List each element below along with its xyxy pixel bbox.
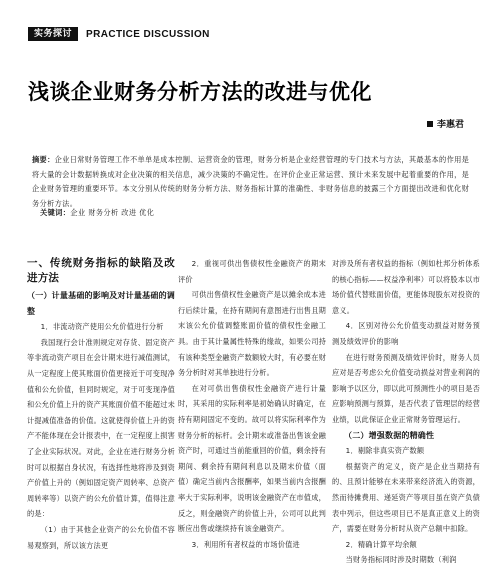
section-tag: 实务探讨 xyxy=(28,27,78,41)
paragraph: 4．区别对待公允价值变动损益对财务预测及绩效评价的影响 xyxy=(332,321,480,346)
paragraph: 可供出售债权性金融资产是以摊余成本进行后续计量，在持有期间有意图进行出售且期末该公允价值调整账面价值的债权性金融工具。由于其计量属性特殊的缘故，如果公司持有该种类型金融资产数额较大时，有必要在财务分析时对其单独进行分析。 xyxy=(178,290,326,378)
paragraph: 当财务指标同时涉及时期数（利润 xyxy=(345,555,457,565)
section-heading-1: 一、传统财务指标的缺陷及改进方法 xyxy=(27,257,175,284)
abstract xyxy=(32,153,470,211)
paragraph: 3．利用所有者权益的市场价值进 xyxy=(191,539,300,549)
paragraph: 在对可供出售债权性金融资产进行计量时，其采用的实际利率是初始确认时确定，在持有期间固定不变的。故可以将实际利率作为财务分析的标杆。会计期末或准备出售该金融资产时，可通过当前能重回的价值，剩余持有期间、剩余持有期间利息以及期末价值（面值）确定当前内含报酬率，如果当前内含报酬率大于实际利率，说明该金融资产在市值成，反之，则金融资产的价值上升，公司可以此判断应出售或继续持有该金融资产。 xyxy=(178,383,326,534)
body-column-1 xyxy=(27,256,175,553)
paragraph: 2．重视可供出售债权性金融资产的期末评价 xyxy=(178,259,326,284)
paragraph: 在进行财务预测及绩效评价时，财务人员应对是否考虑公允价值变动损益对营业利润的影响予以区分，即以此可预测性小的项目是否应影响预测与预算，是否代表了管理层的经营业绩，以此保证企业正常财务管理运行。 xyxy=(332,352,480,424)
keywords-text: 企业 财务分析 改进 优化 xyxy=(70,208,155,217)
body-column-3 xyxy=(332,256,480,568)
section-english-label: PRACTICE DISCUSSION xyxy=(86,28,210,40)
author-name: 李惠君 xyxy=(436,120,464,130)
paragraph: 我国现行会计准则规定对存货、固定资产等非流动资产项目在会计期末进行减值测试，从一定程度上使其账面价值更接近于可变现净值和公允价值，但同时规定，对于可变现净值和公允价值上升的资产其账面价值不能超过未计提减值准备的价值。这就使得价值上升的资产不能体现在会计报表中，在一定程度上损害了企业实际状况。对此，企业在进行财务分析时可以根据自身状况，有选择性地将涉及到资产价值上升的（例如固定资产周转率、总资产周转率等）以资产的公允价值计算，值得注意的是： xyxy=(27,337,175,519)
paragraph: （1）由于其他企业资产的公允价值不容易观察到，所以该方法更 xyxy=(27,524,175,550)
section-header xyxy=(28,27,210,41)
keywords-label: 关键词： xyxy=(40,208,71,217)
body-column-2 xyxy=(178,256,326,552)
paragraph: 对涉及所有者权益的指标（例如杜邦分析体系的核心指标——权益净利率）可以将股本以市场价值代替账面价值，更能体现股东对投资的意义。 xyxy=(332,259,480,315)
article-title: 浅谈企业财务分析方法的改进与优化 xyxy=(28,80,372,104)
abstract-label: 摘要： xyxy=(32,155,55,164)
subsection-heading-1: （一）计量基础的影响及对计量基础的调整 xyxy=(27,291,175,316)
paragraph: 1．非流动资产使用公允价值进行分析 xyxy=(40,322,164,332)
subsection-heading-2: （二）增强数据的精确性 xyxy=(344,430,435,440)
square-bullet-icon xyxy=(427,121,433,127)
paragraph: 根据资产的定义，资产是企业当期持有的、且预计能够在未来带来经济流入的资源，然而待摊费用、递延资产等项目虽在资产负债表中列示，但这些项目已不是真正意义上的资产，需要在财务分析时从资产总额中扣除。 xyxy=(332,461,480,534)
abstract-text: 企业日常财务管理工作不单单是成本控制、运营资金的管理，财务分析是企业经营管理的专门技术与方法，其最基本的作用是将大量的会计数据转换成对企业决策的相关信息，减少决策的不确定性。在评价企业正常运营、预计未来发展中起着重要的作用，是企业财务管理的重要环节。本文分别从传统的财务分析方法、财务指标计算的准确性、非财务信息的披露三个方面提出改进和优化财务分析方法。 xyxy=(32,155,470,208)
paragraph: 2．精确计算平均余额 xyxy=(345,539,417,549)
author-line xyxy=(427,117,464,130)
keywords xyxy=(40,208,154,218)
paragraph: 1．剔除非真实资产数额 xyxy=(345,446,425,456)
